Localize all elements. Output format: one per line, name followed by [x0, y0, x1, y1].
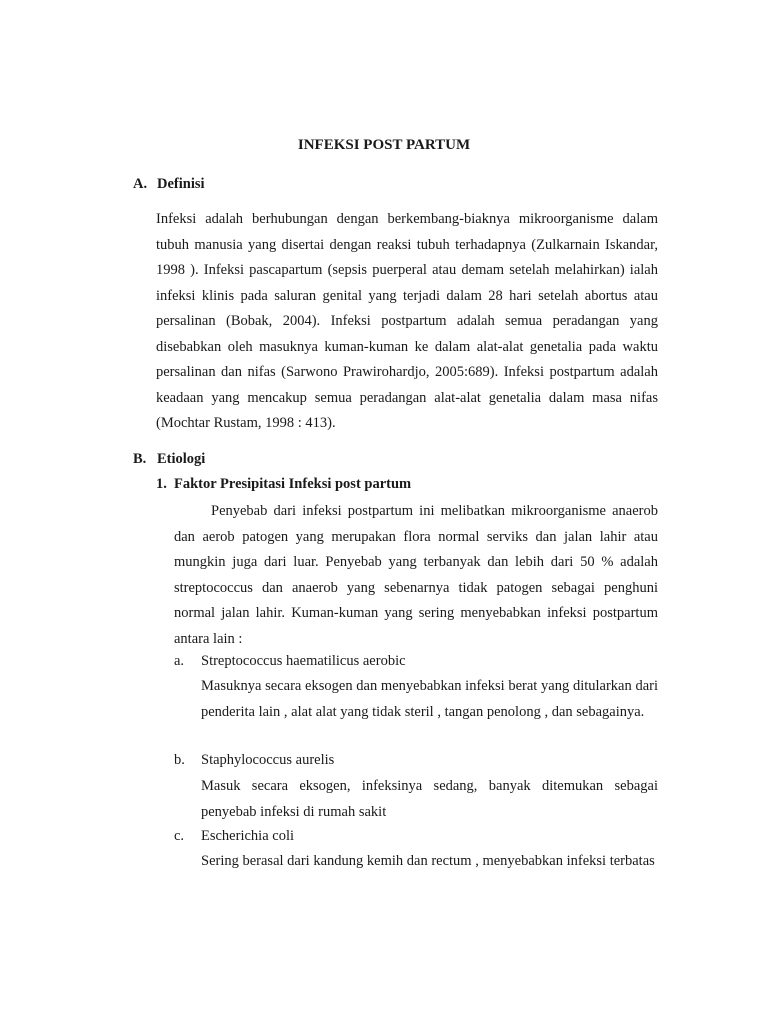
section-a-paragraph: Infeksi adalah berhubungan dengan berkembang-biaknya mikroorganisme dalam tubuh manusia yang disertai dengan reaksi tubuh terhadapnya (Zulkarnain Iskandar, 1998 ). Infeksi pascapartum (sepsis puerperal atau demam setelah melahirkan) ialah infeksi klinis pada saluran genital yang terjadi dalam 28 hari setelah abortus atau persalinan (Bobak, 2004). Infeksi postpartum adalah semua peradangan yang disebabkan oleh masuknya kuman-kuman ke dalam alat-alat genetalia pada waktu persalinan dan nifas (Sarwono Prawirohardjo, 2005:689). Infeksi postpartum adalah keadaan yang mencakup semua peradangan alat-alat genetalia dalam masa nifas (Mochtar Rustam, 1998 : 413).: [156, 211, 658, 431]
subsection-1-paragraph: Penyebab dari infeksi postpartum ini melibatkan mikroorganisme anaerob dan aerob patogen yang merupakan flora normal serviks dan jalan lahir atau mungkin juga dari luar. Penyebab yang terbanyak dan lebih dari 50 % adalah streptococcus dan anaerob yang sebenarnya tidak patogen sebagai penghuni normal jalan lahir. Kuman-kuman yang sering menyebabkan infeksi postpartum antara lain :: [174, 503, 658, 647]
bacteria-description: Masuknya secara eksogen dan menyebabkan infeksi berat yang ditularkan dari penderita lain , alat alat yang tidak steril , tangan penolong , dan sebagainya.: [201, 678, 658, 720]
section-b-heading: Etiologi: [157, 451, 206, 467]
section-a-marker: A.: [133, 176, 148, 192]
bacteria-description: Sering berasal dari kandung kemih dan rectum , menyebabkan infeksi terbatas: [201, 853, 655, 869]
subsection-1-marker: 1.: [156, 476, 167, 492]
section-a-heading: Definisi: [157, 176, 205, 192]
document-title: INFEKSI POST PARTUM: [297, 137, 471, 153]
bacteria-name: Streptococcus haematilicus aerobic: [201, 653, 406, 669]
list-item-marker: a.: [174, 653, 185, 669]
subsection-1-heading: Faktor Presipitasi Infeksi post partum: [174, 476, 412, 492]
bacteria-description: Masuk secara eksogen, infeksinya sedang, banyak ditemukan sebagai penyebab infeksi di rumah sakit: [201, 778, 658, 820]
bacteria-name: Staphylococcus aurelis: [201, 752, 335, 768]
list-item-marker: b.: [174, 752, 185, 768]
section-b-marker: B.: [133, 451, 147, 467]
bacteria-name: Escherichia coli: [201, 828, 294, 844]
list-item-marker: c.: [174, 828, 185, 844]
